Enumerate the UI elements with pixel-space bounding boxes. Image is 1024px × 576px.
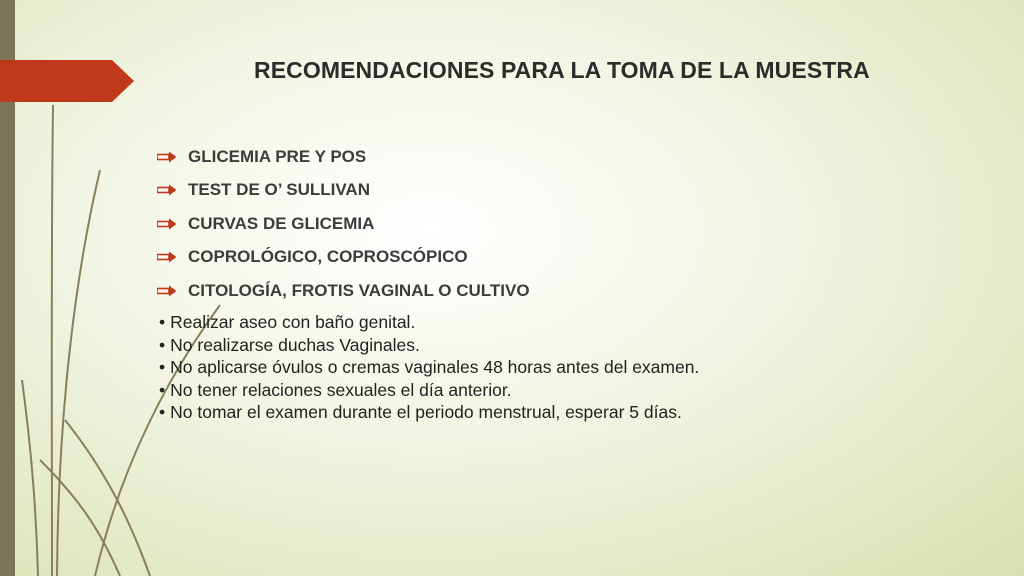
arrow-right-icon [157,151,177,163]
bullet-dot-icon: • [159,357,166,377]
exam-label: TEST DE O’ SULLIVAN [188,180,370,200]
recommendation-item [159,311,699,334]
recommendation-text: No realizarse duchas Vaginales. [170,334,420,355]
exam-item [157,140,530,174]
bullet-dot-icon: • [159,379,166,400]
title-accent-arrow [0,60,134,102]
slide-title: RECOMENDACIONES PARA LA TOMA DE LA MUESTRA [254,57,870,83]
arrow-right-icon [157,251,177,263]
bullet-dot-icon: • [159,334,166,355]
exam-label: GLICEMIA PRE Y POS [188,146,367,166]
recommendation-item [159,356,699,379]
bullet-dot-icon: • [159,312,166,332]
exam-label: CURVAS DE GLICEMIA [188,213,375,233]
recommendation-item [159,401,699,424]
exam-item [157,274,530,308]
exam-item [157,207,530,241]
recommendation-item [159,334,699,357]
exam-list [157,140,530,308]
arrow-right-icon [157,285,177,297]
exam-item [157,174,530,208]
recommendation-text: Realizar aseo con baño genital. [170,312,416,332]
exam-label: COPROLÓGICO, COPROSCÓPICO [188,247,468,267]
recommendation-text: No tener relaciones sexuales el día anterior. [170,379,512,400]
recommendation-text: No tomar el examen durante el periodo menstrual, esperar 5 días. [170,402,682,422]
recommendation-item [159,379,699,402]
exam-item [157,241,530,275]
bullet-dot-icon: • [159,402,166,422]
arrow-right-icon [157,218,177,230]
exam-label: CITOLOGÍA, FROTIS VAGINAL O CULTIVO [188,280,530,300]
recommendation-list [159,311,699,424]
recommendation-text: No aplicarse óvulos o cremas vaginales 48 horas antes del examen. [170,357,700,377]
arrow-right-icon [157,184,177,196]
